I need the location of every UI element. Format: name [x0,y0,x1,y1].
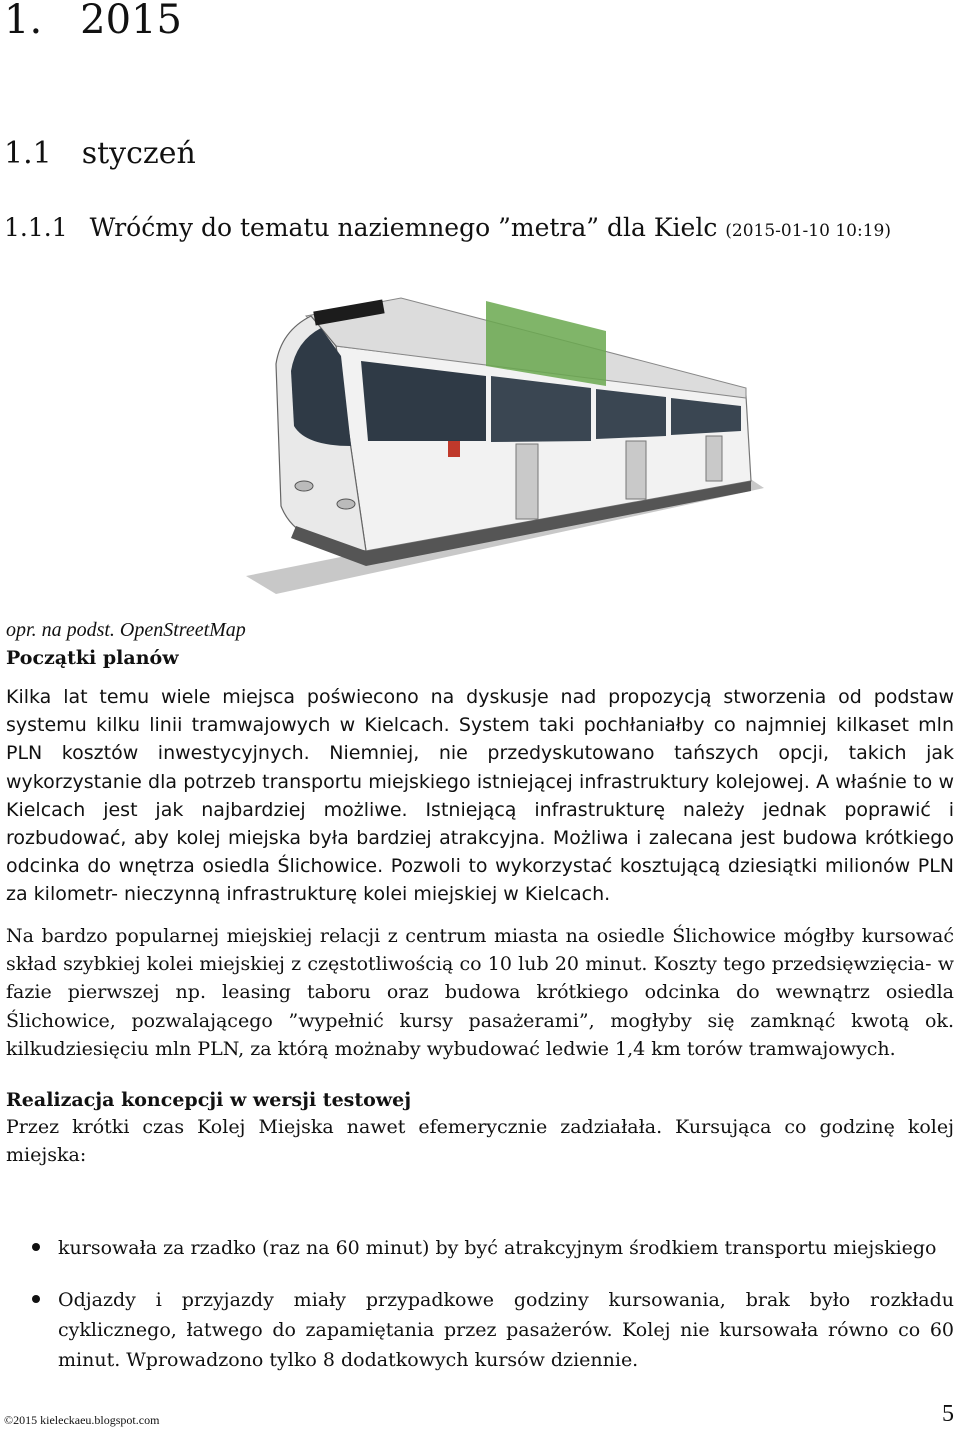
paragraph: Na bardzo popularnej miejskiej relacji z centrum miasta na osiedle Ślichowice mógłby kursować skład szybkiej kolei miejskiej z częstotliwością co 10 lub 20 minut. Koszty tego przedsięwzięcia- w fazie pierwszej np. leasing taboru oraz budowa krótkiego odcinka do wewnątrz osiedla Ślichowice, pozwalającego ”wypełnić kursy pasażerami”, mogłyby się zamknąć kwotą ok. kilkudziesięciu mln PLN, za którą możnaby wybudować ledwie 1,4 km torów tramwajowych. [6,925,954,1060]
heading-level3-title: Wróćmy do tematu naziemnego ”metra” dla Kielc [89,213,718,242]
heading-level1-number: 1. [4,0,43,43]
footer-copyright: ©2015 kieleckaeu.blogspot.com [4,1413,160,1427]
tram-image [186,276,764,596]
section-title: Realizacja koncepcji w wersji testowej [6,1089,412,1111]
list-item [20,1233,954,1263]
heading-level1-title: 2015 [80,0,182,43]
heading-level3-timestamp: (2015-01-10 10:19) [725,221,891,241]
list-item-text: Odjazdy i przyjazdy miały przypadkowe godziny kursowania, brak było rozkładu cyklicznego, łatwego do zapamiętania przez pasażerów. Kolej nie kursowała równo co 60 minut. Wprowadzono tylko 8 dodatkowych kursów dziennie. [58,1289,954,1371]
page-number: 5 [942,1401,954,1427]
heading-level3 [4,212,891,247]
heading-level2-number: 1.1 [4,136,52,171]
section-title: Początki planów [6,647,179,669]
tram-illustration [186,276,764,596]
list-item-text: kursowała za rzadko (raz na 60 minut) by być atrakcyjnym środkiem transportu miejskiego [58,1237,937,1259]
paragraph: Przez krótki czas Kolej Miejska nawet efemerycznie zadziałała. Kursująca co godzinę kolej miejska: [6,1116,954,1167]
list-item [20,1285,954,1375]
heading-level3-number: 1.1.1 [4,213,68,242]
bullet-list [20,1233,954,1397]
heading-level2-title: styczeń [81,136,196,171]
heading-level1 [4,0,182,42]
image-caption: opr. na podst. OpenStreetMap [6,619,246,641]
bullet-icon [32,1295,40,1303]
heading-level2 [4,136,196,172]
bullet-icon [32,1243,40,1251]
paragraph: Kilka lat temu wiele miejsca poświecono na dyskusje nad propozycją stworzenia od podstaw systemu kilku linii tramwajowych w Kielcach. System taki pochłaniałby co najmniej kilkaset mln PLN kosztów inwestycyjnych. Niemniej, nie przedyskutowano tańszych opcji, takich jak wykorzystanie dla potrzeb transportu miejskiego istniejącej infrastruktury kolejowej. A właśnie to w Kielcach jest jak najbardziej możliwe. Istniejącą infrastrukturę należy jednak poprawić i rozbudować, aby kolej miejska była bardziej atrakcyjna. Możliwa i zalecana jest budowa krótkiego odcinka do wnętrza osiedla Ślichowice. Pozwoli to wykorzystać kosztującą dziesiątki milionów PLN za kilometr- nieczynną infrastrukturę kolei miejskiej w Kielcach. [6,686,954,906]
